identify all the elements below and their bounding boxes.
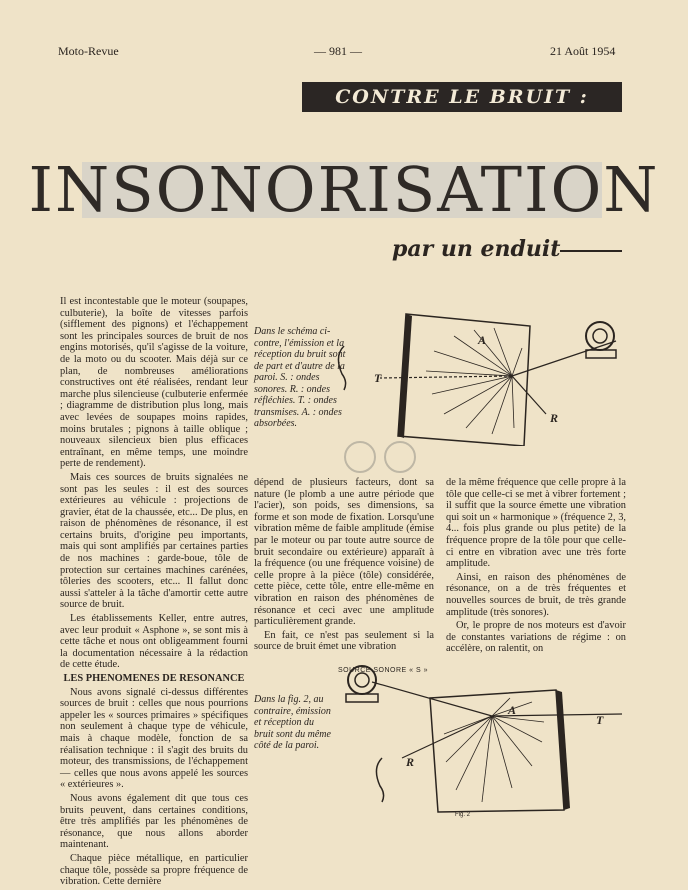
paragraph: Il est incontestable que le moteur (soupapes, culbuterie), la boîte de vitesses parfois (sifflement des pignons) et l'échappement sont les principales sources de bruit de nos engins motorisés, qu'il s'agisse de la voiture, de la moto ou du scooter. Mais déjà sur ce plan, de nombreuses améliorations constructives ont été réalisées, rendant leur marche plus silencieuse (culbuterie enfermée ; diagramme de distribution plus long, mais avec levées de soupapes moins rapides, moins brutales ; pignons à taille oblique ; nouveaux silencieux bien plus efficaces entraînant, en même temps, une moindre perte de rendement). [60,296,248,470]
label-t: T [374,371,382,385]
issue-date: 21 Août 1954 [550,44,616,58]
label-a: A [508,703,517,717]
column-left [60,296,248,890]
figure1-caption: Dans le schéma ci-contre, l'émission et la réception du bruit sont de part et d'autre de la paroi. S. : ondes sonores. R. : ondes réfléchies. T. : ondes transmises. A. : ondes absorbées. [254,326,346,429]
paragraph: Or, le propre de nos moteurs est d'avoir de constantes variations de régime : on accélère, on ralentit, on [446,620,626,655]
sound-source-icon [346,666,378,702]
wall-panel [430,690,564,812]
section-banner: CONTRE LE BRUIT : [302,82,622,112]
page-number: — 981 — [314,44,362,58]
column-middle [254,477,434,655]
subtitle-underline [560,250,622,252]
article-subtitle: par un enduit [392,236,561,262]
label-r: R [550,411,559,425]
paragraph: Nous avons également dit que tous ces bruits peuvent, dans certaines conditions, être très amplifiés par les phénomènes de résonance, que nous allons aborder maintenant. [60,792,248,851]
wall-edge [556,690,570,810]
column-right [446,477,626,657]
ear-icon [338,346,345,390]
figure2-source-label: SOURCE SONORE « S » [338,667,429,674]
paragraph: de la même fréquence que celle propre à la tôle que celle-ci se met à vibrer fortement ; il suffit que la source émette une vibration qui soit un « harmonique » (fréquence 2, 3, 4... fois plus grande ou plus petite) de la fréquence propre de la tôle pour que celle-ci entre en vibration avec une très forte amplitude. [446,477,626,570]
paragraph: Mais ces sources de bruits signalées ne sont pas les seules : il est des sources extérieures au véhicule : projections de gravier, état de la chaussée, etc... De plus, en raison de phénomènes de résonance, il est certains bruits, d'origine peu importants, mais qui sont amplifiés par certaines parties de nos machines : garde-boue, tôle de protection sur certaines machines carénées, tôleries des scooters, etc... Il fallut donc aussi s'atteler à la tâche d'amortir cette autre source de bruit. [60,471,248,611]
watermark-logo [340,440,424,474]
section-heading: LES PHENOMENES DE RESONANCE [63,673,245,684]
label-r: R [406,755,415,769]
wall-edge [398,314,412,438]
figure2-caption: Dans la fig. 2, au contraire, émission et réception du bruit sont du même côté de la paroi. [254,694,331,751]
ear-icon [376,758,383,802]
paragraph: Chaque pièce métallique, en particulier chaque tôle, possède sa propre fréquence de vibration. Cette dernière [60,852,248,888]
article-title: INSONORISATION [28,153,660,226]
paragraph: En fait, ce n'est pas seulement si la source de bruit émet une vibration [254,629,434,653]
figure2-diagram [332,662,632,822]
label-a: A [478,333,487,347]
paragraph: Ainsi, en raison des phénomènes de résonance, on a de très fréquentes et nouvelles sources de bruit, de très grande amplitude (très sonores). [446,571,626,618]
paragraph: dépend de plusieurs facteurs, dont sa nature (le plomb a une autre période que l'acier), son poids, ses dimensions, sa forme et son mode de fixation. Lorsqu'une vibration même de faible amplitude (émise par le moteur ou par toute autre source de bruit secondaire ou extérieure) apparaît à la fréquence (ou une fréquence voisine) de celle propre à la pièce (tôle) considérée, cette pièce, cette tôle, entre elle-même en vibration en raison des phénomènes de résonance et ceci avec une amplitude particulièrement grande. [254,477,434,628]
sound-rays [372,682,622,802]
sound-source-icon [586,322,616,358]
magazine-name: Moto-Revue [58,44,119,58]
figure2-number: Fig. 2 [455,812,471,818]
paragraph: Nous avons signalé ci-dessus différentes sources de bruit : celles que nous pourrions appeler les « sources primaires » spécifiques non seulement à chaque type de véhicule, mais à chaque modèle, fonction de sa réalisation technique : il s'agit des bruits du moteur, des transmissions, de l'échappement — celles que nous avons appelé les sources « extérieures ». [60,686,248,791]
figure1-diagram [334,296,634,446]
paragraph: Les établissements Keller, entre autres, avec leur produit « Asphone », se sont mis à cette tâche et nous ont obligeamment fourni la documentation nécessaire à la rédaction de cette étude. [60,613,248,671]
label-t: T [596,713,604,727]
sound-rays [380,328,616,434]
